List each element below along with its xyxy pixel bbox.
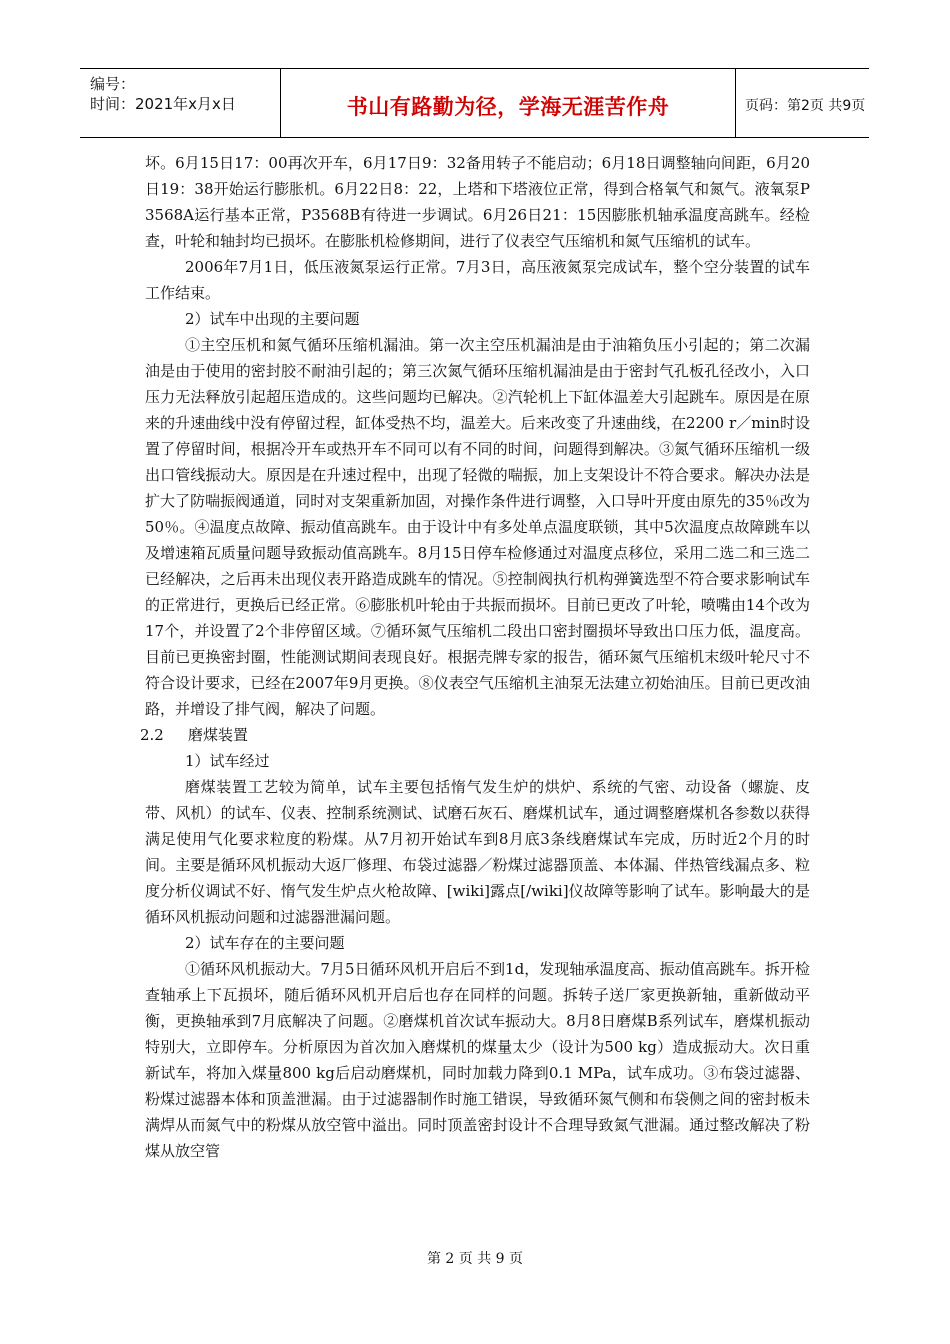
subheading-problems: 2）试车中出现的主要问题 <box>185 310 360 328</box>
document-body <box>140 150 810 1164</box>
page-footer: 第 2 页 共 9 页 <box>426 1251 524 1267</box>
time-label: 时间：2021年x月x日 <box>90 95 236 113</box>
subheading-process: 1）试车经过 <box>185 752 270 770</box>
subheading-problems-2: 2）试车存在的主要问题 <box>185 934 345 952</box>
paragraph-1: 坏。6月15日17：00再次开车，6月17日9：32备用转子不能启动；6月18日调整轴向间距，6月20日19：38开始运行膨胀机。6月22日8：22，上塔和下塔液位正常，得到合格氧气和氮气。液氧泵P3568A运行基本正常，P3568B有待进一步调试。6月26日21：15因膨胀机轴承温度高跳车。经检查，叶轮和轴封均已损坏。在膨胀机检修期间，进行了仪表空气压缩机和氮气压缩机的试车。 <box>145 154 810 250</box>
header-motto-cell <box>280 69 736 137</box>
section-number: 2.2 <box>140 726 164 744</box>
motto: 书山有路勤为径，学海无涯苦作舟 <box>346 95 670 119</box>
serial-label: 编号： <box>90 75 136 93</box>
paragraph-3: ①主空压机和氮气循环压缩机漏油。第一次主空压机漏油是由于油箱负压小引起的；第二次漏油是由于使用的密封胶不耐油引起的；第三次氮气循环压缩机漏油是由于密封气孔板孔径改小，入口压力无法释放引起超压造成的。这些问题均已解决。②汽轮机上下缸体温差大引起跳车。原因是在原来的升速曲线中没有停留过程，缸体受热不均，温差大。后来改变了升速曲线，在2200 r／min时设置了停留时间，根据冷开车或热开车不同可以有不同的时间，问题得到解决。③氮气循环压缩机一级出口管线振动大。原因是在升速过程中，出现了轻微的喘振，加上支架设计不符合要求。解决办法是扩大了防喘振阀通道，同时对支架重新加固，对操作条件进行调整，入口导叶开度由原先的35％改为50％。④温度点故障、振动值高跳车。由于设计中有多处单点温度联锁，其中5次温度点故障跳车以及增速箱瓦质量问题导致振动值高跳车。8月15日停车检修通过对温度点移位，采用二选二和三选二已经解决，之后再未出现仪表开路造成跳车的情况。⑤控制阀执行机构弹簧选型不符合要求影响试车的正常进行，更换后已经正常。⑥膨胀机叶轮由于共振而损坏。目前已更改了叶轮，喷嘴由14个改为17个，并设置了2个非停留区域。⑦循环氮气压缩机二段出口密封圈损坏导致出口压力低，温度高。目前已更换密封圈，性能测试期间表现良好。根据壳牌专家的报告，循环氮气压缩机末级叶轮尺寸不符合设计要求，已经在2007年9月更换。⑧仪表空气压缩机主油泵无法建立初始油压。目前已更改油路，并增设了排气阀，解决了问题。 <box>145 336 810 718</box>
header-left-cell <box>80 69 280 137</box>
paragraph-2: 2006年7月1日，低压液氮泵运行正常。7月3日，高压液氮泵完成试车，整个空分装置的试车工作结束。 <box>145 258 810 302</box>
paragraph-4: 磨煤装置工艺较为简单，试车主要包括惰气发生炉的烘炉、系统的气密、动设备（螺旋、皮带、风机）的试车、仪表、控制系统测试、试磨石灰石、磨煤机试车，通过调整磨煤机各参数以获得满足使用气化要求粒度的粉煤。从7月初开始试车到8月底3条线磨煤试车完成，历时近2个月的时间。主要是循环风机振动大返厂修理、布袋过滤器／粉煤过滤器顶盖、本体漏、伴热管线漏点多、粒度分析仪调试不好、惰气发生炉点火枪故障、[wiki]露点[/wiki]仪故障等影响了试车。影响最大的是循环风机振动问题和过滤器泄漏问题。 <box>145 778 810 926</box>
section-heading <box>140 722 810 748</box>
paragraph-5: ①循环风机振动大。7月5日循环风机开启后不到1d，发现轴承温度高、振动值高跳车。拆开检查轴承上下瓦损坏，随后循环风机开启后也存在同样的问题。拆转子送厂家更换新轴，重新做动平衡，更换轴承到7月底解决了问题。②磨煤机首次试车振动大。8月8日磨煤B系列试车，磨煤机振动特别大，立即停车。分析原因为首次加入磨煤机的煤量太少（设计为500 kg）造成振动大。次日重新试车，将加入煤量800 kg后启动磨煤机，同时加载力降到0.1 MPa，试车成功。③布袋过滤器、粉煤过滤器本体和顶盖泄漏。由于过滤器制作时施工错误，导致循环氮气侧和布袋侧之间的密封板未满焊从而氮气中的粉煤从放空管中溢出。同时顶盖密封设计不合理导致氮气泄漏。通过整改解决了粉煤从放空管 <box>145 960 810 1160</box>
section-title: 磨煤装置 <box>188 726 249 744</box>
page-header <box>80 68 869 138</box>
page-info: 页码：第2页 共9页 <box>745 98 866 114</box>
header-right-cell <box>735 69 869 137</box>
